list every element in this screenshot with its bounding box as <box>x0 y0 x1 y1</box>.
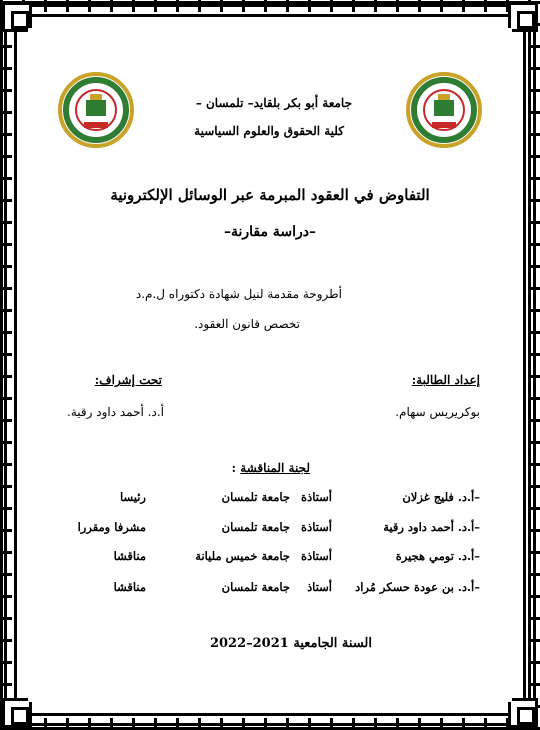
thesis-description: أطروحة مقدمة لنيل شهادة دكتوراه ل.م.د <box>135 287 342 301</box>
committee-heading <box>232 461 310 475</box>
supervisor-label: تحت إشراف: <box>94 373 162 387</box>
faculty-name: كلية الحقوق والعلوم السياسية <box>194 124 344 138</box>
member-name: –أ.د. تومي هجيرة <box>395 549 480 563</box>
member-name: –أ.د. أحمد داود رقية <box>383 520 480 534</box>
member-name: –أ.د. فليج غزلان <box>402 490 480 504</box>
committee-row <box>60 580 480 600</box>
committee-row <box>60 520 480 540</box>
thesis-specialty: تخصص قانون العقود. <box>194 317 300 331</box>
student-name: بوكريريس سهام. <box>395 405 480 419</box>
border-corner-ornament <box>508 698 538 728</box>
member-role: مناقشا <box>113 580 146 594</box>
member-university: جامعة تلمسان <box>221 580 290 594</box>
academic-year: السنة الجامعية 2021–2022 <box>209 636 372 651</box>
border-corner-ornament <box>508 2 538 32</box>
prepared-by-label: إعداد الطالبة: <box>411 373 480 387</box>
member-rank: أستاذة <box>301 520 332 534</box>
member-role: مناقشا <box>113 549 146 563</box>
university-logo-left <box>56 70 136 150</box>
supervisor-name: أ.د. أحمد داود رقية. <box>67 405 164 419</box>
thesis-subtitle: –دراسة مقارنة– <box>223 224 316 240</box>
member-rank: أستاذة <box>301 490 332 504</box>
member-rank: أستاذ <box>307 580 332 594</box>
committee-heading-text: لجنة المناقشة <box>240 461 310 475</box>
member-name: –أ.د. بن عودة حسكر مُراد <box>355 580 480 594</box>
committee-row <box>60 490 480 510</box>
thesis-title: التفاوض في العقود المبرمة عبر الوسائل الإلكترونية <box>110 186 430 204</box>
border-corner-ornament <box>2 698 32 728</box>
member-university: جامعة تلمسان <box>221 520 290 534</box>
university-name: جامعة أبو بكر بلقايد– تلمسان – <box>195 96 352 110</box>
member-role: مشرفا ومقررا <box>77 520 146 534</box>
committee-heading-colon: : <box>231 461 241 475</box>
member-rank: أستاذة <box>301 549 332 563</box>
member-role: رئيسا <box>120 490 146 504</box>
member-university: جامعة تلمسان <box>221 490 290 504</box>
university-logo-right <box>404 70 484 150</box>
member-university: جامعة خميس مليانة <box>195 549 290 563</box>
committee-row <box>60 549 480 569</box>
